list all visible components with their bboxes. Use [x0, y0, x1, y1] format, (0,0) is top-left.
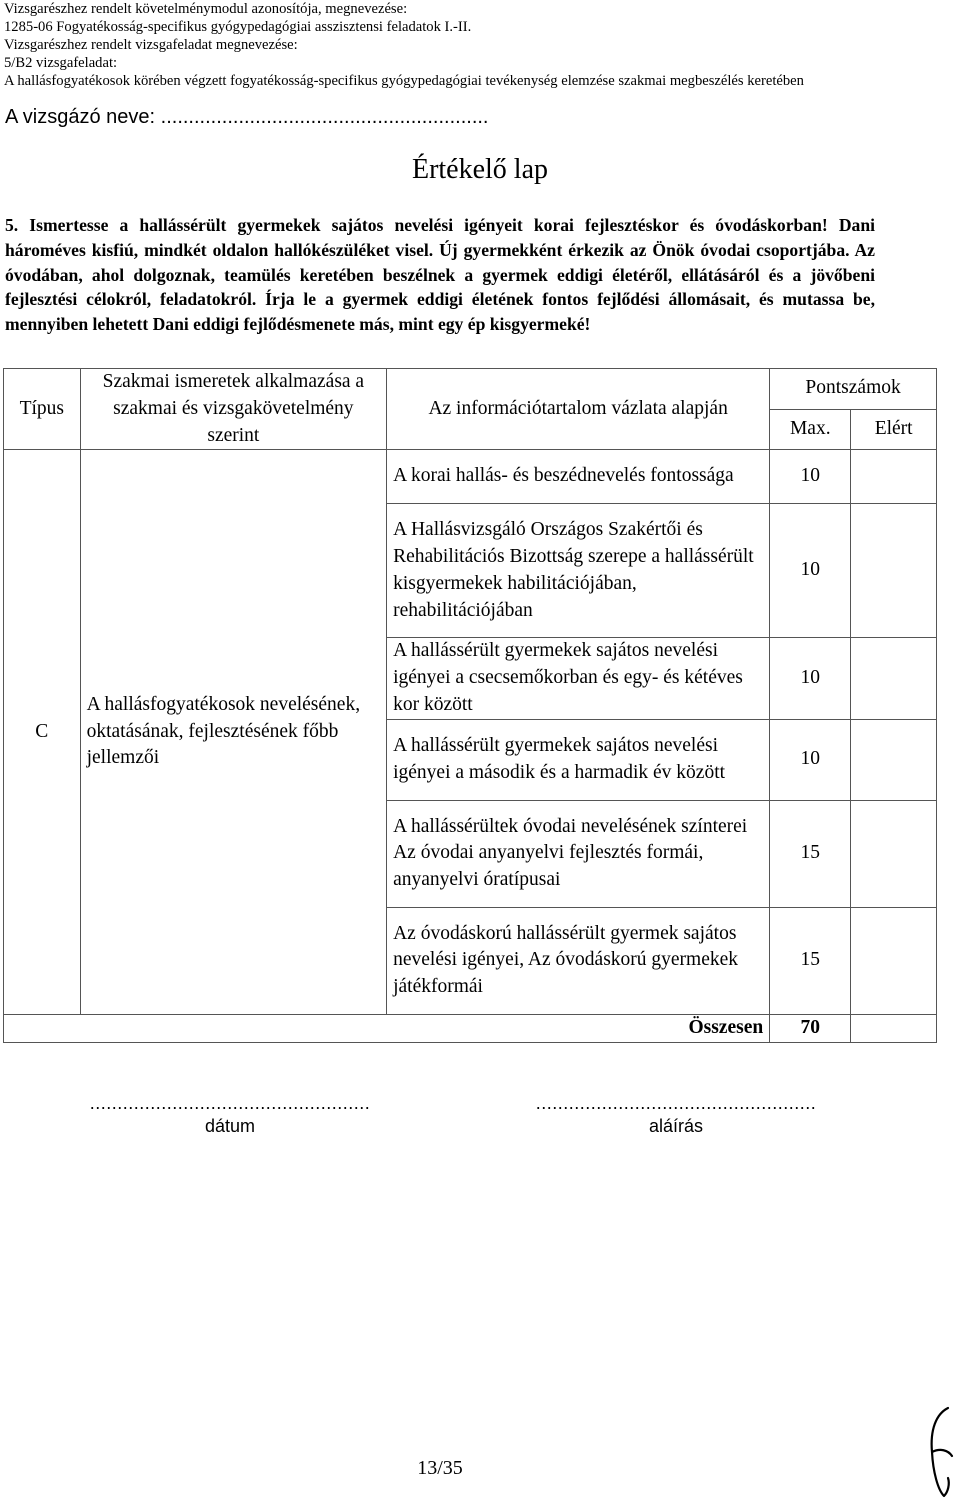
total-max: 70	[770, 1014, 851, 1042]
total-row	[4, 1014, 937, 1042]
info-cell: A hallássérült gyermekek sajátos nevelési igényei a második és a harmadik év között	[387, 719, 770, 800]
achieved-points	[851, 638, 937, 719]
header-points: Pontszámok	[770, 369, 937, 410]
header-line-1: Vizsgarészhez rendelt követelménymodul azonosítója, megnevezése:	[4, 1, 408, 17]
achieved-points	[851, 450, 937, 504]
date-signature-block	[80, 1093, 380, 1139]
header-info: Az információtartalom vázlata alapján	[387, 369, 770, 450]
achieved-points	[851, 719, 937, 800]
task-description: 5. Ismertesse a hallássérült gyermekek sajátos nevelési igényeit korai fejlesztéskor és óvodáskorban! Dani hároméves kisfiú, mindkét oldalon hallókészüléket visel. Új gyermekként érkezik az Önök óvodai csoportjába. Az óvodában, ahol dolgoznak, teamülés keretében beszélnek a gyermek eddigi életéről, ellátásáról és a jövőbeni fejlesztési célokról, feladatokról. Írja le a gyermek eddigi életének fontos fejlődési állomásait, és mutassa be, mennyiben lehetett Dani eddigi fejlődésmenete más, mint egy ép kisgyermeké!	[5, 215, 875, 335]
page-title: Értékelő lap	[411, 154, 549, 185]
achieved-points	[851, 907, 937, 1014]
info-cell: A hallássérült gyermekek sajátos nevelési igényei a csecsemőkorban és egy- és kétéves kor között	[387, 638, 770, 719]
signature-label: aláírás	[648, 1116, 704, 1136]
header-line-4: 5/B2 vizsgafeladat:	[4, 55, 118, 71]
total-achieved	[851, 1014, 937, 1042]
signature-block	[526, 1093, 826, 1139]
candidate-name-line: A vizsgázó neve: ...........................................................	[5, 106, 489, 128]
handwritten-signature-mark	[918, 1400, 958, 1500]
max-points: 10	[770, 638, 851, 719]
signature-dots: ...................................................	[535, 1093, 817, 1113]
info-cell: A Hallásvizsgáló Országos Szakértői és Rehabilitációs Bizottság szerepe a hallássérült kisgyermekek habilitációjában, rehabilitációjában	[387, 504, 770, 638]
header-line-5: A hallásfogyatékosok körében végzett fogyatékosság-specifikus gyógypedagógiai tevékenység elemzése szakmai megbeszélés keretében	[4, 73, 804, 89]
total-label: Összesen	[4, 1014, 770, 1042]
header-max: Max.	[770, 409, 851, 450]
max-points: 15	[770, 907, 851, 1014]
header-line-2: 1285-06 Fogyatékosság-specifikus gyógypedagógiai asszisztensi feladatok I.-II.	[4, 19, 472, 35]
max-points: 10	[770, 450, 851, 504]
page-number: 13/35	[417, 1457, 463, 1479]
achieved-points	[851, 800, 937, 907]
type-value: C	[4, 450, 81, 1014]
max-points: 15	[770, 800, 851, 907]
document-header	[4, 0, 804, 90]
header-type: Típus	[4, 369, 81, 450]
achieved-points	[851, 504, 937, 638]
date-label: dátum	[204, 1116, 256, 1136]
header-knowledge: Szakmai ismeretek alkalmazása a szakmai és vizsgakövetelmény szerint	[80, 369, 386, 450]
header-line-3: Vizsgarészhez rendelt vizsgafeladat megnevezése:	[4, 37, 298, 53]
max-points: 10	[770, 504, 851, 638]
info-cell: A hallássérültek óvodai nevelésének színterei Az óvodai anyanyelvi fejlesztés formái, anyanyelvi óratípusai	[387, 800, 770, 907]
max-points: 10	[770, 719, 851, 800]
info-cell: A korai hallás- és beszédnevelés fontossága	[387, 450, 770, 504]
header-achieved: Elért	[851, 409, 937, 450]
table-row	[4, 450, 937, 504]
knowledge-value: A hallásfogyatékosok nevelésének, oktatásának, fejlesztésének főbb jellemzői	[80, 450, 386, 1014]
date-dots: ...................................................	[89, 1093, 371, 1113]
evaluation-table	[3, 368, 937, 1043]
info-cell: Az óvodáskorú hallássérült gyermek sajátos nevelési igényei, Az óvodáskorú gyermekek játékformái	[387, 907, 770, 1014]
